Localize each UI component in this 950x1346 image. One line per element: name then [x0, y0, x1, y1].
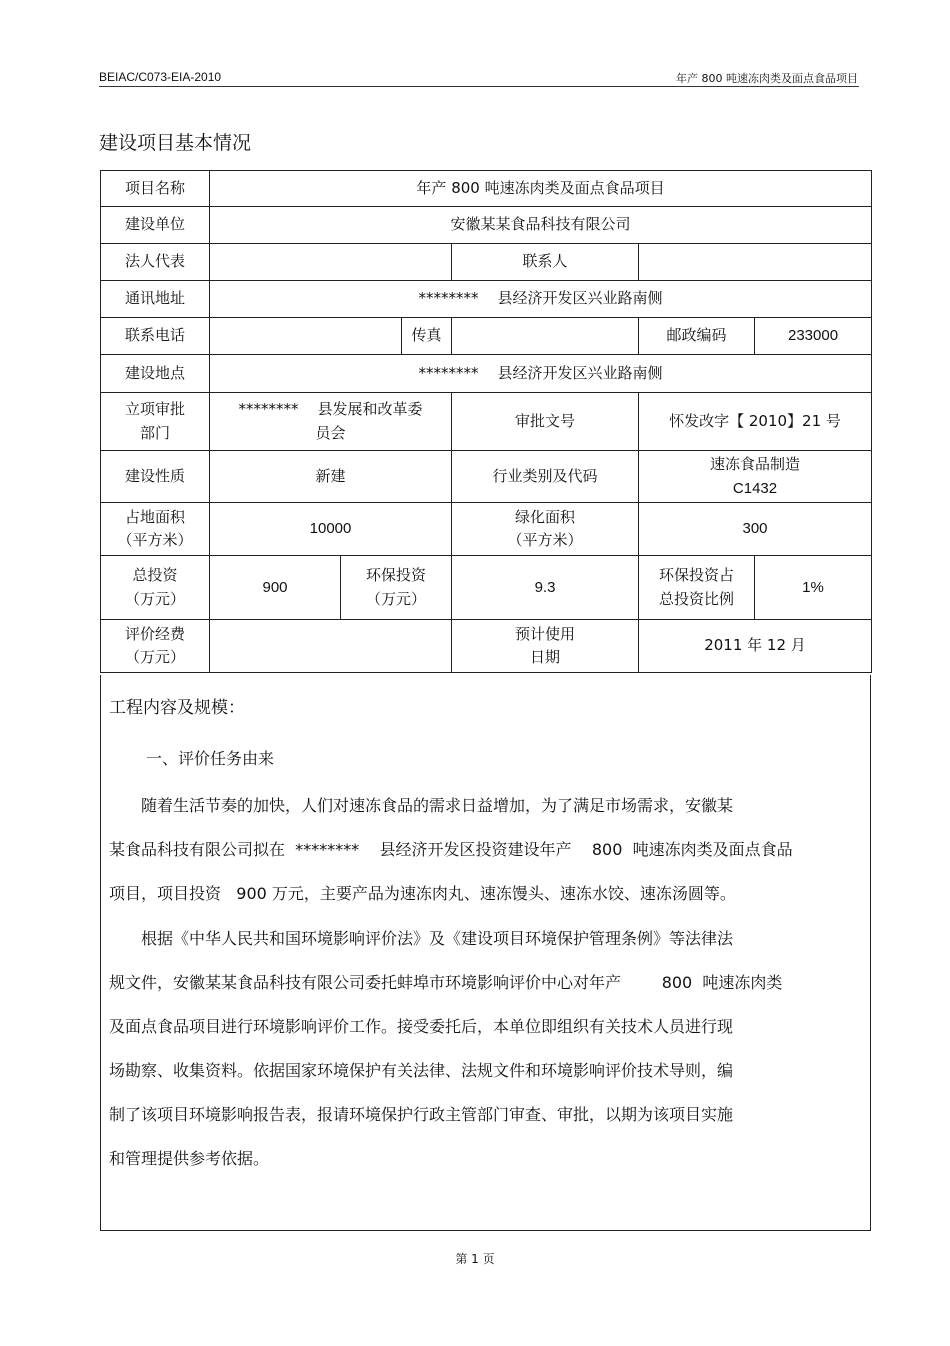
row-phone: [101, 318, 872, 355]
label-project-name: 项目名称: [101, 171, 210, 207]
value-contact: [639, 244, 872, 281]
paragraph-line: 场勘察、收集资料。依据国家环境保护有关法律、法规文件和环境影响评价技术导则，编: [109, 1061, 734, 1080]
label-postcode: 邮政编码: [639, 318, 755, 355]
label-fee-line2: （万元）: [124, 648, 185, 666]
value-area: 10000: [210, 503, 452, 556]
label-green-line2: （平方米）: [507, 531, 583, 549]
label-env-invest: [341, 556, 452, 620]
label-env-invest-line2: （万元）: [365, 589, 426, 608]
section-title: 工程内容及规模：: [109, 698, 245, 718]
label-area: [101, 503, 210, 556]
paragraph-line: 项目，项目投资 900 万元，主要产品为速冻肉丸、速冻馒头、速冻水饺、速冻汤圆等。: [109, 884, 736, 903]
label-invest-line2: （万元）: [124, 589, 185, 608]
value-industry-line1: 速冻食品制造: [710, 455, 801, 474]
label-area-line1: 占地面积: [124, 507, 185, 526]
label-date-line1: 预计使用: [514, 624, 575, 643]
label-ratio: [639, 556, 755, 620]
page-title: 建设项目基本情况: [99, 132, 252, 154]
label-nature: 建设性质: [101, 451, 210, 503]
label-env-invest-line1: 环保投资: [365, 566, 426, 585]
row-unit: [101, 207, 872, 244]
paragraph-line: 制了该项目环境影响报告表，报请环境保护行政主管部门审查、审批，以期为该项目实施: [109, 1105, 734, 1124]
row-nature: [101, 451, 872, 503]
label-date-line2: 日期: [529, 648, 560, 666]
paragraph-line: 及面点食品项目进行环境影响评价工作。接受委托后，本单位即组织有关技术人员进行现: [109, 1017, 734, 1036]
paragraph-commission: [109, 917, 864, 1181]
value-env-invest: 9.3: [452, 556, 639, 620]
value-fee: [210, 620, 452, 673]
value-approval-dept-line2: 员会: [315, 423, 346, 442]
label-fee: [101, 620, 210, 673]
row-site: [101, 355, 872, 393]
label-contact: 联系人: [452, 244, 639, 281]
label-site: 建设地点: [101, 355, 210, 393]
row-area: [101, 503, 872, 556]
page-number: 第 1 页: [455, 1252, 495, 1266]
value-industry: [639, 451, 872, 503]
value-nature: 新建: [210, 451, 452, 503]
paragraph-line: 随着生活节奏的加快，人们对速冻食品的需求日益增加，为了满足市场需求，安徽某: [109, 796, 734, 815]
label-invest-line1: 总投资: [132, 566, 178, 585]
paragraph-line: 和管理提供参考依据。: [109, 1149, 270, 1168]
paragraph-line: 某食品科技有限公司拟在 ******** 县经济开发区投资建设年产 800 吨速冻肉类及面点食品: [109, 840, 793, 859]
label-legal: 法人代表: [101, 244, 210, 281]
paragraph-background: [109, 784, 864, 916]
value-fax: [452, 318, 639, 355]
label-approval-dept-line2: 部门: [139, 423, 170, 442]
row-invest: [101, 556, 872, 620]
label-phone: 联系电话: [101, 318, 210, 355]
label-area-line2: （平方米）: [117, 531, 193, 549]
value-date: 2011 年 12 月: [639, 620, 872, 673]
row-approval: [101, 393, 872, 451]
value-approval-dept: [210, 393, 452, 451]
label-green: [452, 503, 639, 556]
header-divider: [99, 86, 859, 87]
label-green-line1: 绿化面积: [514, 507, 575, 526]
label-approval-dept-line1: 立项审批: [124, 400, 185, 419]
label-date: [452, 620, 639, 673]
project-content-box: [100, 675, 871, 1231]
label-approval-no: 审批文号: [452, 393, 639, 451]
value-address: ******** 县经济开发区兴业路南侧: [210, 281, 872, 318]
row-address: [101, 281, 872, 318]
subsection-title: 一、评价任务由来: [146, 749, 275, 768]
value-ratio: 1%: [755, 556, 872, 620]
label-fax: 传真: [402, 318, 452, 355]
paragraph-line: 规文件，安徽某某食品科技有限公司委托蚌埠市环境影响评价中心对年产 800 吨速冻肉类: [109, 973, 783, 992]
label-approval-dept: [101, 393, 210, 451]
value-project-name: 年产 800 吨速冻肉类及面点食品项目: [210, 171, 872, 207]
document-code: BEIAC/C073-EIA-2010: [99, 70, 222, 84]
value-approval-no: 怀发改字【 2010】21 号: [639, 393, 872, 451]
value-postcode: 233000: [755, 318, 872, 355]
value-approval-dept-line1: ******** 县发展和改革委: [238, 400, 423, 419]
label-unit: 建设单位: [101, 207, 210, 244]
row-fee: [101, 620, 872, 673]
paragraph-line: 根据《中华人民共和国环境影响评价法》及《建设项目环境保护管理条例》等法律法: [109, 929, 734, 948]
label-address: 通讯地址: [101, 281, 210, 318]
label-industry: 行业类别及代码: [452, 451, 639, 503]
row-project-name: [101, 171, 872, 207]
value-green: 300: [639, 503, 872, 556]
header-project-name: 年产 800 吨速冻肉类及面点食品项目: [676, 72, 858, 85]
row-legal: [101, 244, 872, 281]
value-legal: [210, 244, 452, 281]
value-phone: [210, 318, 402, 355]
label-ratio-line2: 总投资比例: [658, 589, 734, 608]
value-invest: 900: [210, 556, 341, 620]
value-site: ******** 县经济开发区兴业路南侧: [210, 355, 872, 393]
value-unit: 安徽某某食品科技有限公司: [210, 207, 872, 244]
label-ratio-line1: 环保投资占: [658, 566, 734, 585]
project-info-table: [100, 170, 872, 673]
value-industry-line2: C1432: [732, 479, 778, 497]
label-invest: [101, 556, 210, 620]
label-fee-line1: 评价经费: [124, 624, 185, 643]
